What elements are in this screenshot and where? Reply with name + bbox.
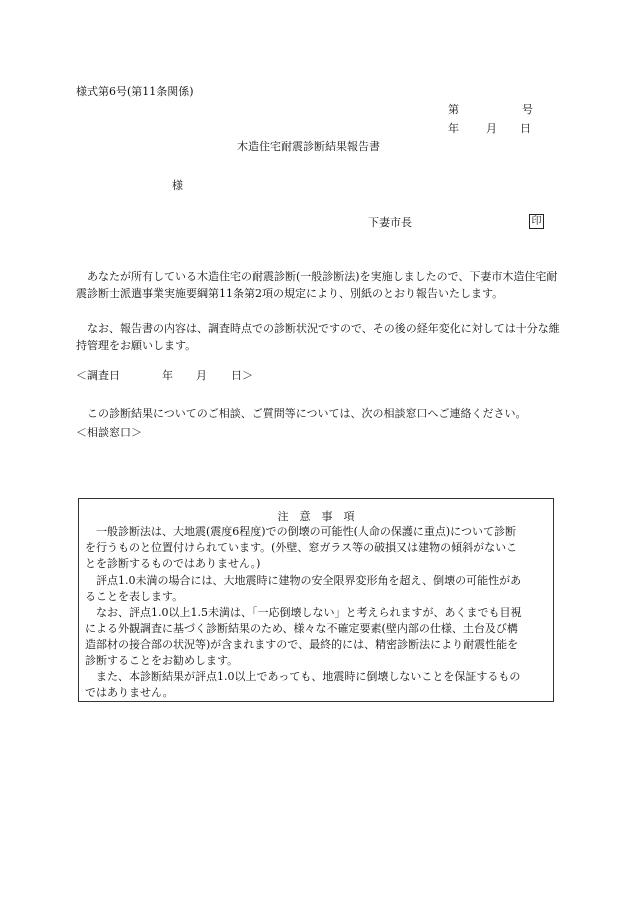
form-label: 様式第6号(第11条関係) — [76, 85, 194, 98]
notice-line: ることを表します。 — [85, 590, 184, 603]
document-title: 木造住宅耐震診断結果報告書 — [237, 140, 380, 153]
survey-date-month: 月 — [196, 369, 207, 382]
notice-line: 評点1.0未満の場合には、大地震時に建物の安全限界変形角を超え、倒壊の可能性があ — [85, 574, 522, 587]
notice-line: また、本診断結果が評点1.0以上であっても、地震時に倒壊しないことを保証するもの — [85, 670, 521, 683]
issue-date-day: 日 — [520, 122, 531, 135]
notice-line: 造部材の接合部の状況等)が含まれますので、最終的には、精密診断法により耐震性能を — [85, 638, 519, 651]
issue-date-year: 年 — [448, 122, 459, 135]
survey-date-day: 日＞ — [231, 369, 253, 382]
consult-window-label: ＜相談窓口＞ — [76, 426, 142, 439]
addressee-honorific: 様 — [172, 179, 183, 192]
notice-title: 注 意 事 項 — [277, 510, 355, 523]
notice-box — [78, 498, 554, 702]
issue-date-month: 月 — [486, 122, 497, 135]
notice-line: ではありません。 — [85, 686, 174, 699]
survey-date-label: ＜調査日 — [76, 369, 120, 382]
body-paragraph-2: なお、報告書の内容は、調査時点での診断状況ですので、その後の経年変化に対しては十分な維持管理をお願いします。 — [76, 322, 560, 352]
consult-paragraph: この診断結果についてのご相談、ご質問等については、次の相談窓口へご連絡ください。 — [76, 407, 527, 420]
document-number-suffix: 号 — [522, 103, 533, 116]
notice-line: による外観調査に基づく診断結果のため、様々な不確定要素(壁内部の仕様、土台及び構 — [85, 622, 518, 635]
notice-line: 診断することをお勧めします。 — [85, 654, 239, 667]
issuer-name: 下妻市長 — [368, 216, 412, 229]
survey-date-year: 年 — [162, 369, 173, 382]
notice-line: なお、評点1.0以上1.5未満は、「一応倒壊しない」と考えられますが、あくまでも目視 — [85, 606, 522, 619]
body-paragraph-1: あなたが所有している木造住宅の耐震診断(一般診断法)を実施しましたので、下妻市木造住宅耐震診断士派遣事業実施要綱第11条第2項の規定により、別紙のとおり報告いたします。 — [76, 270, 558, 300]
notice-line: とを診断するものではありません。) — [85, 557, 261, 570]
document-number-prefix: 第 — [448, 103, 459, 116]
notice-line: 一般診断法は、大地震(震度6程度)での倒壊の可能性(人命の保護に重点)について診断 — [85, 525, 516, 538]
notice-line: を行うものと位置付けられています。(外壁、窓ガラス等の破損又は建物の傾斜がないこ — [85, 541, 518, 554]
seal-stamp-box: 印 — [529, 214, 544, 229]
